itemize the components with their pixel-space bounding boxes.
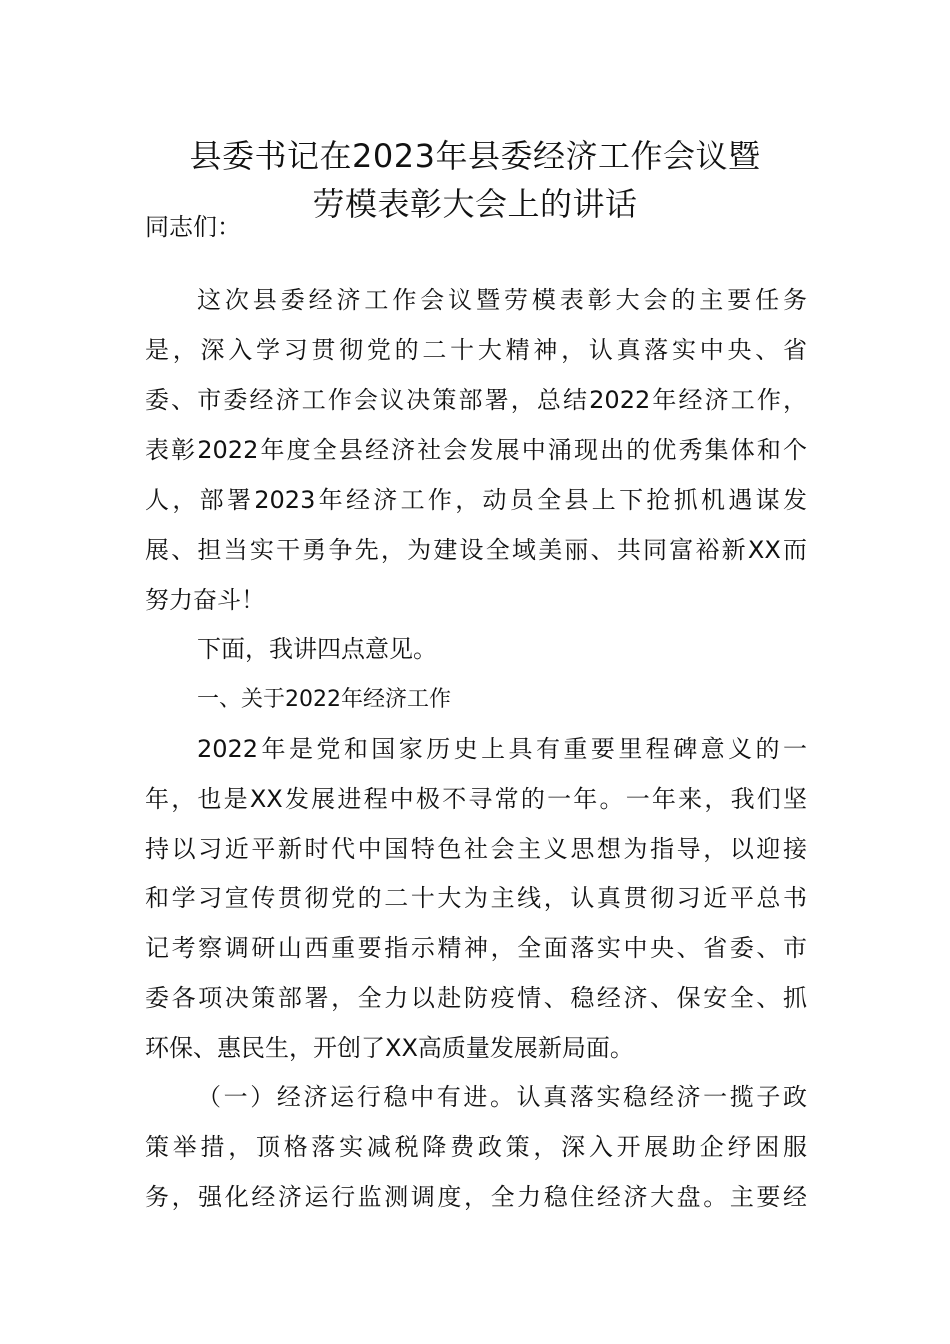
body-line: 策举措，顶格落实减税降费政策，深入开展助企纾困服	[145, 1133, 807, 1161]
body-line: 持以习近平新时代中国特色社会主义思想为指导，以迎接	[145, 835, 807, 863]
body-line: 努力奋斗！	[145, 586, 265, 614]
body-line: 环保、惠民生，开创了XX高质量发展新局面。	[145, 1034, 634, 1062]
body-line: 年，也是XX发展进程中极不寻常的一年。一年来，我们坚	[145, 785, 807, 813]
body-line: 展、担当实干勇争先，为建设全域美丽、共同富裕新XX而	[145, 536, 807, 564]
section-heading: 一、关于2022年经济工作	[197, 687, 451, 712]
body-line: 委各项决策部署，全力以赴防疫情、稳经济、保安全、抓	[145, 984, 807, 1012]
body-line: （一）经济运行稳中有进。认真落实稳经济一揽子政	[197, 1083, 807, 1111]
body-line: 委、市委经济工作会议决策部署，总结2022年经济工作，	[145, 386, 807, 414]
body-line: 这次县委经济工作会议暨劳模表彰大会的主要任务	[197, 286, 807, 314]
document-title-line-1: 县委书记在2023年县委经济工作会议暨	[189, 137, 761, 175]
body-line: 2022年是党和国家历史上具有重要里程碑意义的一	[197, 735, 807, 763]
salutation: 同志们：	[145, 213, 241, 241]
document-title-line-2: 劳模表彰大会上的讲话	[312, 185, 638, 223]
body-line: 表彰2022年度全县经济社会发展中涌现出的优秀集体和个	[145, 436, 807, 464]
body-line: 记考察调研山西重要指示精神，全面落实中央、省委、市	[145, 934, 807, 962]
body-line: 和学习宣传贯彻党的二十大为主线，认真贯彻习近平总书	[145, 884, 807, 912]
body-line: 是，深入学习贯彻党的二十大精神，认真落实中央、省	[145, 336, 807, 364]
body-line: 下面，我讲四点意见。	[197, 635, 437, 663]
body-line: 人，部署2023年经济工作，动员全县上下抢抓机遇谋发	[145, 486, 807, 514]
body-line: 务，强化经济运行监测调度，全力稳住经济大盘。主要经	[145, 1183, 807, 1211]
